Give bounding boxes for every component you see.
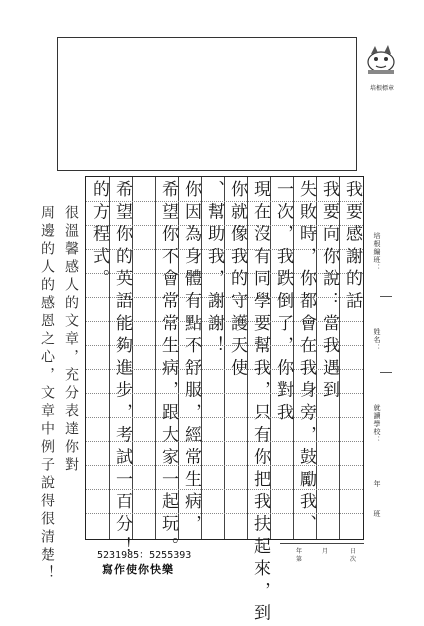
class-label: 培根編班： xyxy=(373,232,381,272)
date-year: 年 xyxy=(296,548,303,555)
essay-column: 現在沒有同學要幫我，只有你把我扶起來，到 xyxy=(250,180,270,626)
class-unit-label: 班 xyxy=(373,510,381,518)
label-underline xyxy=(380,296,392,297)
teacher-comment-line: 很溫馨感人的文章，充分表達你對 xyxy=(63,205,79,475)
date-seq-prefix: 第 xyxy=(296,556,303,563)
essay-column: 你因為身體有點不舒服，經常生病， xyxy=(181,180,201,537)
label-underline xyxy=(380,372,392,373)
date-divider xyxy=(280,543,364,544)
mascot-stamp-icon xyxy=(362,40,400,76)
grade-label: 年 xyxy=(373,480,381,488)
essay-column: 希望你不會常常生病，跟大家一起玩。 xyxy=(158,180,178,560)
essay-column: 的方程式。 xyxy=(89,180,109,292)
teacher-comment-line: 周邊的人的感恩之心，文章中例子說得很清楚！ xyxy=(39,205,55,583)
school-label: 就讀學校： xyxy=(373,404,381,444)
phone-code: 5231985：5255393 xyxy=(97,550,192,561)
teacher-comment-box xyxy=(57,37,357,171)
essay-column: 希望你的英語能夠進步，考試一百分！ xyxy=(112,180,132,560)
stamp-label: 培根標章 xyxy=(369,85,394,92)
essay-column: 失敗時，你都會在我身旁，鼓勵我、 xyxy=(296,180,316,537)
essay-column: 你就像我的守護天使 xyxy=(227,180,247,381)
essay-column: 我要向你說：當我遇到 xyxy=(319,180,339,403)
date-day: 日 xyxy=(350,548,357,555)
essay-column: 一次，我跌倒了，你對我 xyxy=(273,180,293,426)
essay-column: 我要感謝的話 xyxy=(342,180,362,314)
essay-column: 、幫助我，謝謝！ xyxy=(204,180,224,359)
name-label: 姓名： xyxy=(373,328,381,352)
date-seq-suffix: 次 xyxy=(350,556,357,563)
slogan: 寫作使你快樂 xyxy=(102,563,174,576)
date-month: 月 xyxy=(322,548,329,555)
